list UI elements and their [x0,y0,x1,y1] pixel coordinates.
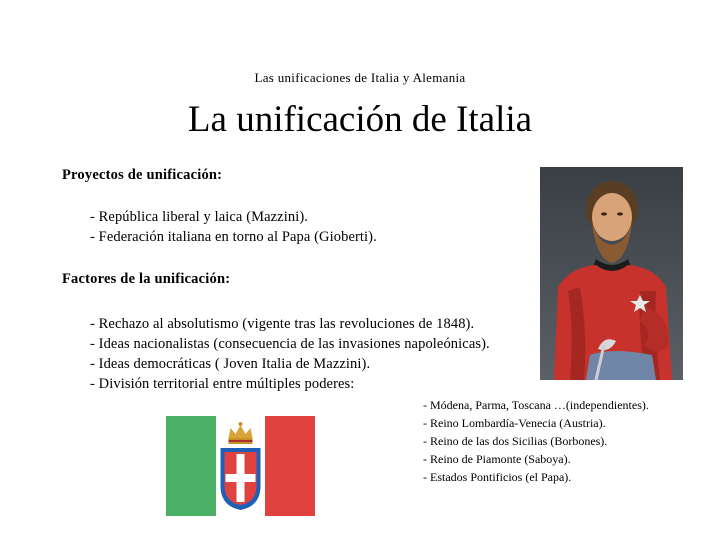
territories-list [423,396,649,486]
list-item: - Módena, Parma, Toscana …(independientes). [423,398,649,412]
list-item: - Ideas democráticas ( Joven Italia de Mazzini). [90,356,371,372]
list-item: - Ideas nacionalistas (consecuencia de las invasiones napoleónicas). [90,336,490,352]
factores-list [90,314,490,394]
subtitle: Las unificaciones de Italia y Alemania [254,70,466,85]
list-item: - División territorial entre múltiples poderes: [90,376,355,392]
list-item: - Reino de las dos Sicilias (Borbones). [423,434,608,448]
page-title: La unificación de Italia [187,99,533,140]
list-item: - República liberal y laica (Mazzini). [90,209,308,225]
list-item: - Rechazo al absolutismo (vigente tras las revoluciones de 1848). [90,316,475,332]
kingdom-of-italy-flag-icon [166,416,315,516]
section-heading-proyectos: Proyectos de unificación: [62,167,223,183]
list-item: - Reino de Piamonte (Saboya). [423,452,571,466]
list-item: - Reino Lombardía-Venecia (Austria). [423,416,606,430]
list-item: - Estados Pontificios (el Papa). [423,470,572,484]
section-heading-factores: Factores de la unificación: [62,271,231,287]
garibaldi-portrait-icon [540,167,683,380]
list-item: - Federación italiana en torno al Papa (Gioberti). [90,229,377,245]
proyectos-list [90,207,377,247]
